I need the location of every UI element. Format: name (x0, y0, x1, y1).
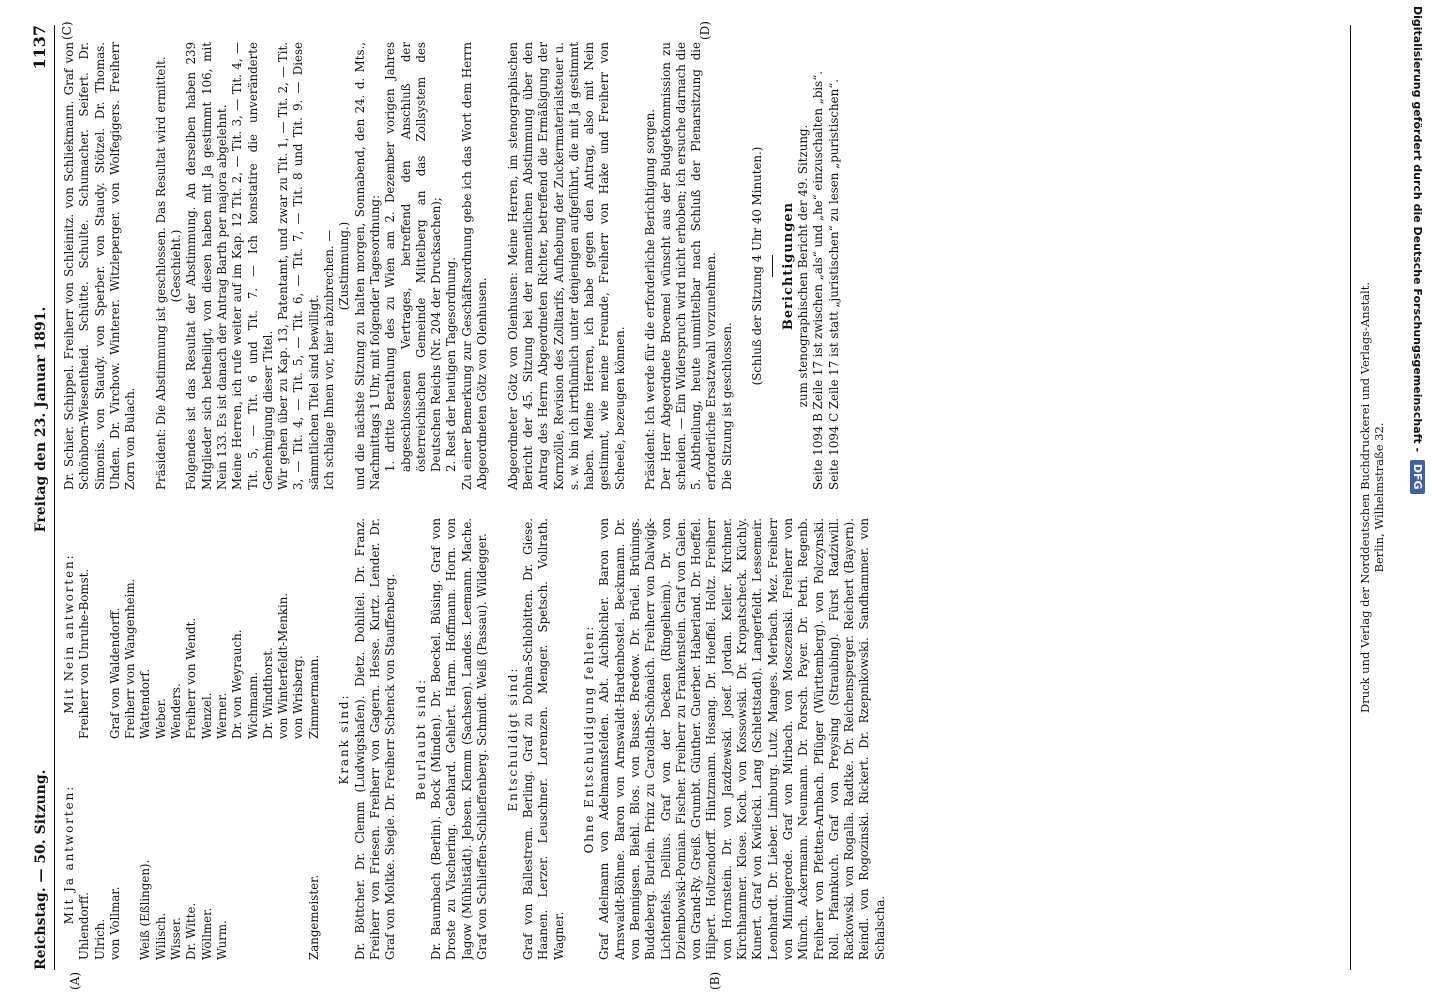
nein-name: von Wrisberg. (291, 655, 306, 739)
header-left: Reichstag. — 50. Sitzung. (33, 769, 49, 970)
budget-commission: Der Herr Abgeordnete Broemel wünscht aus der Budgetkommission zu scheiden. — Ein Widerspruch wird nicht erhoben; ich ersuche darnach die 5. Abtheilung, heute unmittelbar nach Schluß der Plenarsitzung die erforderliche Ersatzwahl vorzunehmen. (658, 42, 719, 490)
imprint-line-2: Berlin, Wilhelmstraße 32. (1372, 422, 1386, 573)
correction-2: Seite 1094 C Zeile 17 ist statt „juristischen“ zu lesen „puristischen“. (826, 79, 841, 490)
ohne-entschuldigung-text: Graf Adelmann von Adelmannsfelden. Abt. Aichbichler. Baron von Arnswaldt-Böhme. Baron von Arnswaldt-Hardenbostel. Beckmann. Dr. von Bennigsen. Biehl. Blos. von Busse. Bredow. Dr. Brüel. Brünings. Buddeberg. Burlein. Prinz zu Carolath-Schönaich. Freiherr von Dalwigk-Lichtenfels. Dellius. Graf von der Decken (Ringelheim). Dr. von Dziembowski-Pomian. Fischer. Freiherr zu Frankenstein. Graf von Galen. von Grand-Ry. Greiß. Grumbt. Günther. Guerber. Haberland. Dr. Hoeffel. Hilpert. Holtzendorff. Hintzmann. Hosang. Dr. Hoeffel. Holtz. Freiherr von Hornstein. Dr. von Jazdzewski. Josef. Jordan. Keller. Kirchner. Kirchhammer. Klose. Koch. von Kossowski. Dr. Kropatscheck. Küchly. Kunert. Graf von Kwilecki. Lang (Schlettstadt). Langerfeldt. Lessemeir. Leonhardt. Dr. Lieber. Limburg. Lutz. Manges. Merbach. Mez. Freiherr von Minnigerode. Graf von Mirbach. von Mosczenski. Freiherr von Münch. Ackermann. Neumann. Dr. Porsch. Payer. Dr. Petri. Regenb. Freiherr von Pfetten-Arnbach. Pflüger (Württemberg). von Polczynski. Roll. Pfannkuch. Graf von Preysing (Straubing). Fürst Radziwill. Rackowski. von Rogalla. Radtke. Dr. Reichensperger. Reichert (Bayern). Reindl. von Rogozinski. Rickert. Dr. Rzepnikowski. Sandhammer. von Schalscha. (597, 518, 887, 960)
nein-name: Wattendorf. (138, 668, 153, 739)
olenhusen-statement: Abgeordneter Götz von Olenhusen: Meine Herren, im stenographischen Bericht der 45. Sitzung bei der namentlichen Abstimmung über den Antrag des Herrn Abgeordneten Richter, betreffend die Ermäßigung der Kornzölle, Revision des Zolltarifs, Aufhebung der Zuckermaterialsteuer u. s. w. bin ich irrthümlich unter denjenigen aufgeführt, die mit Ja gestimmt haben. Meine Herren, ich habe gegen den Antrag, also mit Nein gestimmt, wie meine Freunde, Freiherr von Hake und Freiherr von Scheele, bezeugen können. (505, 42, 627, 490)
ja-name: Weiß (Eßlingen). (138, 859, 153, 960)
imprint-line-1: Druck und Verlag der Norddeutschen Buchdruckerei und Verlags-Anstalt. (1358, 281, 1372, 714)
ja-name: Wisser. (169, 917, 184, 960)
nein-name: Dr. Windthorst. (260, 647, 275, 739)
ja-name (276, 739, 291, 960)
ja-name: Uhlendorff. (77, 892, 92, 960)
page-header (30, 25, 50, 970)
entschuldigt-text: Graf von Ballestrem. Berling. Graf zu Dohna-Schlobitten. Dr. Giese. Haanen. Lerzer. Leuschner. Lorenzen. Menger. Spetsch. Vollrath. Wagner. (520, 518, 566, 960)
margin-mark-a: (A) (68, 971, 82, 990)
krank-heading: Krank sind: (337, 693, 352, 785)
vote-row (246, 518, 261, 960)
vote-row (215, 518, 230, 960)
nein-name: von Winterfeldt-Menkin. (276, 592, 291, 739)
ja-name: Wurm. (214, 920, 229, 960)
nein-name (93, 518, 108, 739)
ja-name (261, 739, 276, 960)
vote-table (62, 518, 322, 960)
dfg-credit-text (1406, 6, 1428, 696)
vote-row (184, 518, 199, 960)
ja-name (246, 739, 261, 960)
corrections-subtitle: zum stenographischen Bericht der 49. Sitzung. (795, 124, 810, 408)
urlaub-text: Dr. Baumbach (Berlin). Bock (Minden). Dr. Boeckel. Büsing. Graf von Droste zu Vischering. Gebhard. Gehlert. Harm. Hoffmann. Horn. von Jagow (Mühlstädt). Jebsen. Klemm (Sachsen). Landes. Leemann. Mache. Graf von Schlieffen-Schlieffenberg. Schmidt. Weiß (Passau). Wildegger. (429, 518, 490, 960)
vote-row (77, 518, 92, 960)
nein-name: Freiherr von Unruhe-Bomst. (77, 568, 92, 739)
vote-row (307, 518, 322, 960)
margin-mark-c: (C) (60, 21, 74, 40)
nein-name: Freiherr von Wangenheim. (123, 578, 138, 739)
vote-row (200, 518, 215, 960)
margin-mark-d: (D) (698, 21, 712, 40)
nein-name: Wichmann. (245, 671, 260, 739)
ja-name: Ulrich. (92, 918, 107, 960)
note-geschieht: (Geschieht.) (169, 229, 184, 303)
nein-name: Wenzel. (199, 692, 214, 739)
nein-heading: Mit Nein antworten: (62, 553, 76, 714)
margin-mark-b: (B) (708, 971, 722, 990)
nein-name: Zimmermann. (306, 654, 321, 739)
vote-result: Folgendes ist das Resultat der Abstimmung. An derselben haben 239 Mitglieder sich betheiligt, von diesen haben mit Ja gestimmt 106, mit Nein 133. Es ist danach der Antrag Barth per majora abgelehnt. (184, 42, 229, 490)
rotated-document-sheet (8, 10, 1408, 990)
agenda-item-1: 1. dritte Berathung des zu Wien am 2. Dezember vorigen Jahres abgeschlossenen Vertrages, betreffend den Anschluß der österreichischen Gemeinde Mittelberg an das Zollsystem des Deutschen Reichs (Nr. 204 der Drucksachen); (383, 42, 444, 472)
ja-name: Dr. Witte. (184, 902, 199, 960)
nein-name: Freiherr von Wendt. (184, 617, 199, 739)
kap12-titles: Meine Herren, ich rufe weiter auf im Kap. 12 Tit. 2, — Tit. 3, — Tit. 4, — Tit. 5, — Tit. 6 und Tit. 7. — Ich konstatire die unveränderte Genehmigung dieser Titel. (230, 42, 275, 490)
separator-rule (772, 255, 773, 277)
names-continued: Dr. Schier. Schippel. Freiherr von Schleinitz. von Schliekmann. Graf von Schönborn-Wiesentheid. Schütte. Schulte. Schumacher. Seifert. Dr. Simonis. von Staudy. von Sperber. von Staudy. Stötzel. Dr. Thomas. Uhden. Dr. Virchow. Winterer. Witzleperger. von Wolfegigers. Freiherr Zorn von Bulach. (62, 42, 138, 490)
printer-imprint (1358, 25, 1386, 970)
ohne-entschuldigung-heading: Ohne Entschuldigung fehlen: (582, 624, 597, 854)
krank-text: Dr. Böttcher. Dr. Clemm (Ludwigshafen). Dietz. Dohlitel. Dr. Franz. Freiherr von Friesen. Freiherr von Gagern. Hesse. Kurtz. Lender. Dr. Graf von Moltke. Siegle. Dr. Freiherr Schenck von Stauffenberg. (352, 518, 398, 960)
header-center: Freitag den 23. Januar 1891. (33, 306, 49, 533)
ja-heading: Mit Ja antworten: (62, 784, 76, 925)
ja-name: von Vollmar. (107, 886, 122, 960)
dfg-credit-label: Digitalisierung gefördert durch die Deutsche Forschungsgemeinschaft - (1411, 6, 1424, 453)
nein-name: Dr. von Weyrauch. (230, 629, 245, 739)
column-right (62, 42, 1352, 490)
ja-name: Wöllmer. (199, 907, 214, 960)
adjourn-proposal: Ich schlage Ihnen vor, hier abzubrechen. — (322, 229, 337, 490)
vote-row (169, 518, 184, 960)
nein-name: Wenders. (169, 683, 184, 739)
ja-name (291, 739, 306, 960)
ja-name: Zangemeister. (306, 874, 321, 960)
page-number: 1137 (30, 25, 49, 70)
ja-name (230, 739, 245, 960)
nein-name: Graf von Waldendorff. (107, 607, 122, 739)
column-left (62, 518, 1352, 960)
vote-row (261, 518, 276, 960)
agenda-item-2: 2. Rest der heutigen Tagesordnung. (444, 257, 459, 472)
kap13-titles: Wir gehen über zu Kap. 13, Patentamt, und zwar zu Tit. 1, — Tit. 2, — Tit. 3, — Tit. 4, — Tit. 5, — Tit. 6, — Tit. 7, — Tit. 8 und Tit. 9. — Diese sämmtlichen Titel sind bewilligt. (276, 42, 321, 490)
dfg-logo-text: DFG (1410, 460, 1425, 494)
next-session: und die nächste Sitzung zu halten morgen, Sonnabend, den 24. d. Mts., Nachmittags 1 Uhr, mit folgender Tagesordnung: (352, 42, 382, 490)
footer-rule (1350, 25, 1351, 970)
session-closed: Die Sitzung ist geschlossen. (719, 322, 734, 490)
dfg-credit (1406, 6, 1428, 726)
nein-name: Weber. (153, 698, 168, 739)
vote-row (138, 518, 153, 960)
vote-row (93, 518, 108, 960)
corrections-title: Berichtigungen (780, 201, 796, 331)
vote-row (123, 518, 138, 960)
vote-row (276, 518, 291, 960)
urlaub-heading: Beurlaubt sind: (413, 677, 428, 801)
entschuldigt-heading: Entschuldigt sind: (505, 666, 520, 812)
correction-1: Seite 1094 B Zeile 17 ist zwischen „als“ und „he“ einzuschalten „bis“. (811, 71, 826, 490)
nein-name: Werner. (214, 692, 229, 739)
header-rule (54, 25, 55, 970)
vote-row (108, 518, 123, 960)
note-zustimmung: (Zustimmung.) (337, 221, 352, 311)
president-result-pending: Präsident: Die Abstimmung ist geschlossen. Das Resultat wird ermittelt. (153, 56, 168, 490)
president-correction: Präsident: Ich werde für die erforderliche Berichtigung sorgen. (643, 109, 658, 490)
vote-row (154, 518, 169, 960)
procedural-remark: Zu einer Bemerkung zur Geschäftsordnung gebe ich das Wort dem Herrn Abgeordneten Götz von Olenhusen. (459, 42, 490, 490)
vote-row (291, 518, 306, 960)
vote-row (230, 518, 245, 960)
ja-name: Wilisch. (153, 912, 168, 960)
ja-name (123, 739, 138, 960)
session-end-time: (Schluß der Sitzung 4 Uhr 40 Minuten.) (750, 146, 765, 386)
